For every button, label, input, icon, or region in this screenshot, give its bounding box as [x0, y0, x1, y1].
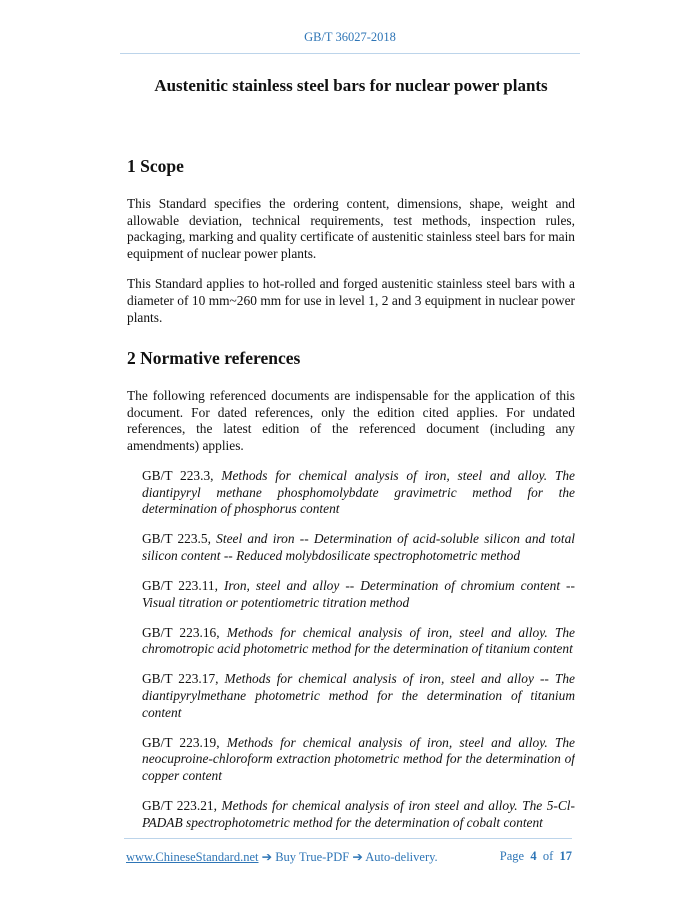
reference-title: Iron, steel and alloy -- Determination of chromium content -- Visual titration or potentiometric titration method	[142, 578, 575, 610]
reference-title: Methods for chemical analysis of iron, steel and alloy. The diantipyryl methane phosphomolybdate gravimetric method for the determination of phosphorus content	[142, 468, 575, 517]
reference-code: GB/T 223.17,	[142, 671, 219, 687]
header-divider	[120, 53, 580, 54]
reference-code: GB/T 223.11,	[142, 578, 218, 593]
footer-promo-text: ➔ Buy True-PDF ➔ Auto-delivery.	[258, 850, 438, 864]
reference-title: Methods for chemical analysis of iron, steel and alloy. The neocuproine-chloroform extraction photometric method for the determination of copper content	[142, 734, 575, 783]
document-code-header: GB/T 36027-2018	[304, 30, 396, 44]
scope-paragraph: This Standard specifies the ordering content, dimensions, shape, weight and allowable deviation, technical requirements, test methods, inspection rules, packaging, marking and quality certificate of austenitic stainless steel bars for main equipment of nuclear power plants.	[127, 196, 575, 261]
website-link[interactable]: www.ChineseStandard.net	[126, 850, 259, 864]
reference-title: Methods for chemical analysis of iron, steel and alloy -- The diantipyrylmethane photometric method for the determination of titanium content	[142, 671, 575, 720]
reference-code: GB/T 223.5,	[142, 531, 211, 547]
reference-item	[142, 531, 575, 564]
reference-item	[142, 798, 575, 831]
reference-list	[127, 468, 575, 844]
section-heading-normative-references: 2 Normative references	[127, 348, 301, 369]
reference-item	[142, 468, 575, 518]
reference-item	[142, 578, 575, 611]
reference-code: GB/T 223.3,	[142, 468, 214, 484]
document-title: Austenitic stainless steel bars for nuclear power plants	[154, 76, 548, 95]
footer	[126, 849, 572, 865]
reference-title: Methods for chemical analysis of iron, steel and alloy. The chromotropic acid photometric method for the determination of titanium content	[142, 624, 575, 657]
reference-code: GB/T 223.19,	[142, 734, 220, 750]
references-intro-paragraph: The following referenced documents are indispensable for the application of this document. For dated references, only the edition cited applies. For undated references, the latest edition of the referenced document (including any amendments) applies.	[127, 388, 575, 453]
reference-title: Steel and iron -- Determination of acid-soluble silicon and total silicon content -- Reduced molybdosilicate spectrophotometric method	[142, 531, 575, 563]
reference-title: Methods for chemical analysis of iron steel and alloy. The 5-Cl-PADAB spectrophotometric method for the determination of cobalt content	[142, 797, 575, 830]
reference-code: GB/T 223.16,	[142, 624, 220, 640]
page-label: Page	[499, 849, 525, 863]
page-total: 17	[559, 849, 572, 863]
reference-code: GB/T 223.21,	[142, 797, 217, 813]
page-indicator	[500, 849, 572, 864]
reference-item	[142, 671, 575, 721]
reference-item	[142, 625, 575, 658]
page-content	[127, 74, 575, 844]
reference-item	[142, 735, 575, 785]
page-current: 4	[530, 849, 537, 863]
footer-divider	[124, 838, 572, 839]
page-of: of	[542, 849, 554, 863]
section-heading-scope: 1 Scope	[127, 156, 184, 176]
scope-paragraph: This Standard applies to hot-rolled and forged austenitic stainless steel bars with a diameter of 10 mm~260 mm for use in level 1, 2 and 3 equipment in nuclear power plants.	[127, 276, 575, 325]
